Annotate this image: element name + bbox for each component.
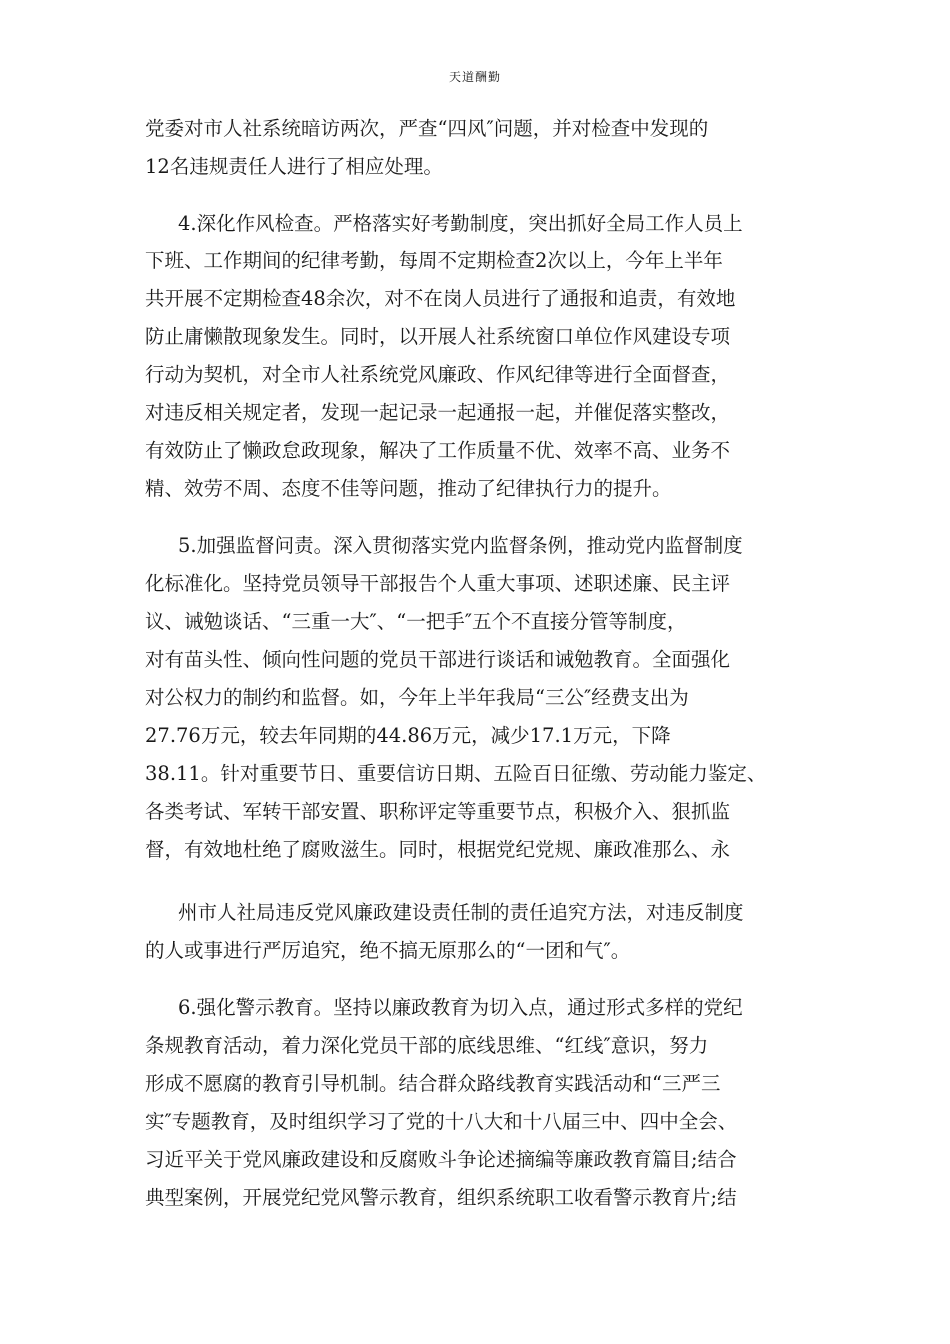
- text-line: 行动为契机，对全市人社系统党风廉政、作风纪律等进行全面督查，: [145, 363, 731, 386]
- text-line: 议、诫勉谈话、“三重一大″、“一把手″五个不直接分管等制度，: [145, 610, 687, 633]
- text-line: 党委对市人社系统暗访两次，严查“四风″问题，并对检查中发现的: [145, 117, 709, 140]
- text-line: 习近平关于党风廉政建设和反腐败斗争论述摘编等廉政教育篇目;结合: [145, 1148, 737, 1171]
- text-line: 的人或事进行严厉追究，绝不搞无原那么的“一团和气″。: [145, 939, 631, 962]
- text-line: 实″专题教育，及时组织学习了党的十八大和十八届三中、四中全会、: [145, 1110, 738, 1133]
- text-line: 对违反相关规定者，发现一起记录一起通报一起，并催促落实整改，: [145, 401, 731, 424]
- text-line: 有效防止了懒政怠政现象，解决了工作质量不优、效率不高、业务不: [145, 439, 731, 462]
- text-line: 督，有效地杜绝了腐败滋生。同时，根据党纪党规、廉政准那么、永: [145, 838, 731, 861]
- text-line: 化标准化。坚持党员领导干部报告个人重大事项、述职述廉、民主评: [145, 572, 731, 595]
- text-line: 形成不愿腐的教育引导机制。结合群众路线教育实践活动和“三严三: [145, 1072, 721, 1095]
- paragraph-continued: 州市人社局违反党风廉政建设责任制的责任追究方法，对违反制度: [178, 901, 744, 924]
- text-line: 下班、工作期间的纪律考勤，每周不定期检查2次以上，今年上半年: [145, 249, 723, 272]
- text-line: 防止庸懒散现象发生。同时，以开展人社系统窗口单位作风建设专项: [145, 325, 731, 348]
- text-line: 各类考试、军转干部安置、职称评定等重要节点，积极介入、狠抓监: [145, 800, 731, 823]
- paragraph-4-start: 4.深化作风检查。严格落实好考勤制度，突出抓好全局工作人员上: [178, 212, 743, 235]
- paragraph-5-start: 5.加强监督问责。深入贯彻落实党内监督条例，推动党内监督制度: [178, 534, 743, 557]
- page-header: 天道酬勤: [448, 70, 501, 84]
- text-line: 共开展不定期检查48余次，对不在岗人员进行了通报和追责，有效地: [145, 287, 736, 310]
- text-line: 38.11。针对重要节日、重要信访日期、五险百日征缴、劳动能力鉴定、: [145, 762, 767, 785]
- text-line: 27.76万元，较去年同期的44.86万元，减少17.1万元，下降: [145, 724, 671, 747]
- text-line: 典型案例，开展党纪党风警示教育，组织系统职工收看警示教育片;结: [145, 1186, 737, 1209]
- paragraph-6-start: 6.强化警示教育。坚持以廉政教育为切入点，通过形式多样的党纪: [178, 996, 743, 1019]
- text-line: 对有苗头性、倾向性问题的党员干部进行谈话和诫勉教育。全面强化: [145, 648, 731, 671]
- text-line: 12名违规责任人进行了相应处理。: [145, 155, 443, 178]
- text-line: 精、效劳不周、态度不佳等问题，推动了纪律执行力的提升。: [145, 477, 672, 500]
- text-line: 条规教育活动，着力深化党员干部的底线思维、“红线″意识，努力: [145, 1034, 709, 1057]
- text-line: 对公权力的制约和监督。如，今年上半年我局“三公″经费支出为: [145, 686, 689, 709]
